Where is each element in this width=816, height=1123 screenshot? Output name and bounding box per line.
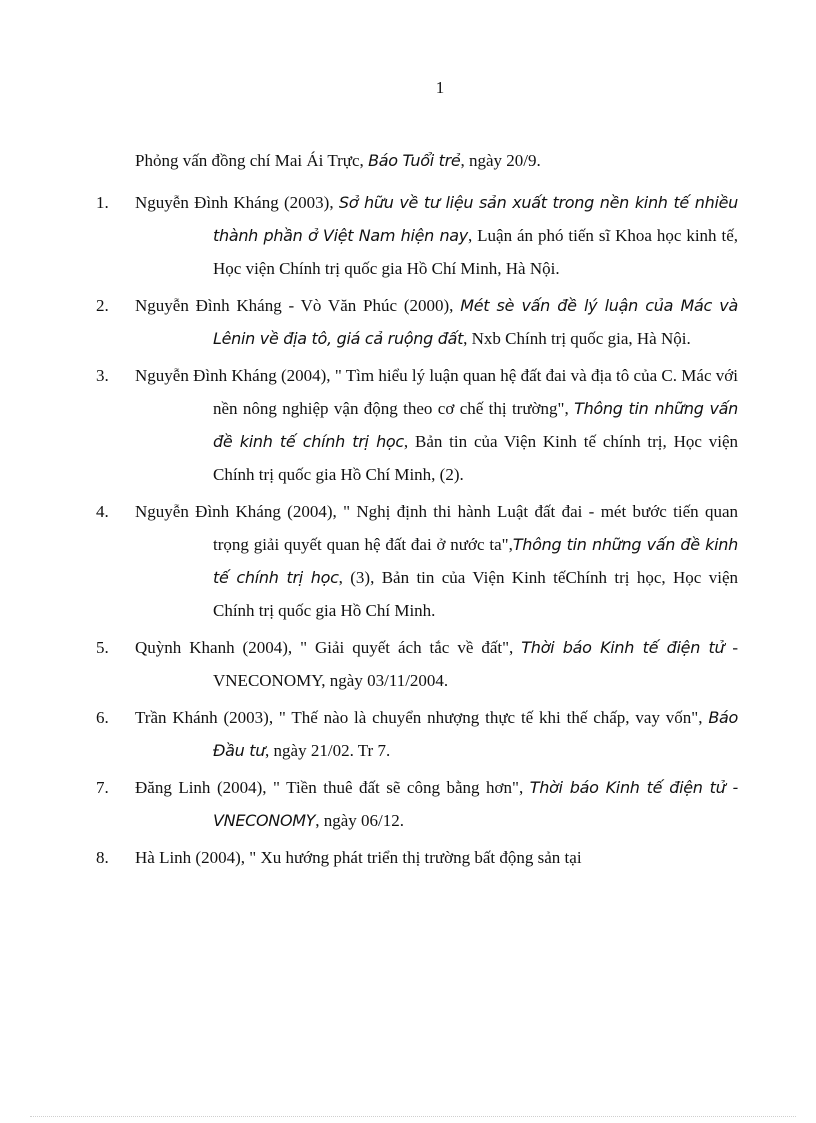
reference-author: Nguyễn Đình Kháng - Vò Văn Phúc (2000), [135, 296, 461, 315]
intro-date: , ngày 20/9. [460, 151, 541, 170]
reference-item-2: 2. Nguyễn Đình Kháng - Vò Văn Phúc (2000), Mét sè vấn đề lý luận của Mác và Lênin về địa tô, giá cả ruộng đất, Nxb Chính trị quốc gia, Hà Nội. [96, 296, 738, 348]
reference-details: , ngày 06/12. [315, 811, 405, 830]
reference-author: Trần Khánh (2003), " Thế nào là chuyển nhượng thực tế khi thế chấp, vay vốn", [135, 708, 709, 727]
reference-title: Thời báo Kinh tế điện tử [521, 638, 725, 657]
reference-details: , Luận án phó tiến sĩ Khoa học kinh tế, Học viện Chính trị quốc gia Hồ Chí Minh, Hà Nội. [213, 226, 738, 278]
page-number: 1 [435, 78, 445, 97]
reference-author: Nguyễn Đình Kháng (2004), " Nghị định thi hành Luật đất đai - mét bước tiến quan trọng giải quyết quan hệ đất đai ở nước ta", [135, 502, 738, 554]
reference-title: Thông tin những vấn đề kinh tế chính trị học [213, 399, 738, 451]
reference-author: Hà Linh (2004), " Xu hướng phát triển thị trường bất động sản tại [135, 848, 582, 867]
reference-title: Mét sè vấn đề lý luận của Mác và Lênin về địa tô, giá cả ruộng đất [213, 296, 738, 348]
intro-source: Báo Tuổi trẻ [368, 151, 461, 170]
reference-item-3: 3. Nguyễn Đình Kháng (2004), " Tìm hiểu lý luận quan hệ đất đai và địa tô của C. Mác với nền nông nghiệp vận động theo cơ chế thị trường", Thông tin những vấn đề kinh tế chính trị học, Bản tin của Viện Kinh tế chính trị, Học viện Chính trị quốc gia Hồ Chí Minh, (2). [96, 366, 739, 484]
reference-author: Đăng Linh (2004), " Tiền thuê đất sẽ công bằng hơn", [135, 778, 530, 797]
intro-text: Phỏng vấn đồng chí Mai Ái Trực, [135, 151, 369, 170]
reference-details: , Nxb Chính trị quốc gia, Hà Nội. [463, 329, 691, 348]
intro-line [135, 148, 745, 174]
reference-item-7: 7. Đăng Linh (2004), " Tiền thuê đất sẽ công bằng hơn", Thời báo Kinh tế điện tử - VNECONOMY, ngày 06/12. [96, 778, 738, 830]
reference-details: , Bản tin của Viện Kinh tế chính trị, Học viện Chính trị quốc gia Hồ Chí Minh, (2). [213, 432, 739, 484]
page-bottom-edge [30, 1116, 796, 1117]
reference-title: Thời báo Kinh tế điện tử - VNECONOMY [213, 778, 738, 830]
reference-details: , ngày 21/02. Tr 7. [265, 741, 391, 760]
reference-list [96, 186, 739, 878]
reference-title: Báo Đầu tư [213, 708, 738, 760]
reference-details: , (3), Bản tin của Viện Kinh tếChính trị học, Học viện Chính trị quốc gia Hồ Chí Minh. [213, 568, 738, 620]
reference-item-5: 5. Quỳnh Khanh (2004), " Giải quyết ách tắc về đất", Thời báo Kinh tế điện tử - VNECONOMY, ngày 03/11/2004. [96, 638, 738, 690]
reference-details: - VNECONOMY, ngày 03/11/2004. [213, 638, 738, 690]
reference-item-1: 1. Nguyễn Đình Kháng (2003), Sở hữu về tư liệu sản xuất trong nền kinh tế nhiều thành phần ở Việt Nam hiện nay, Luận án phó tiến sĩ Khoa học kinh tế, Học viện Chính trị quốc gia Hồ Chí Minh, Hà Nội. [96, 193, 738, 278]
reference-title: Thông tin những vấn đề kinh tế chính trị học [213, 535, 738, 587]
reference-item-8: 8. Hà Linh (2004), " Xu hướng phát triển thị trường bất động sản tại [96, 848, 582, 867]
reference-title: Sở hữu về tư liệu sản xuất trong nền kinh tế nhiều thành phần ở Việt Nam hiện nay [213, 193, 738, 245]
reference-author: Nguyễn Đình Kháng (2004), " Tìm hiểu lý luận quan hệ đất đai và địa tô của C. Mác với nền nông nghiệp vận động theo cơ chế thị trường", [135, 366, 738, 418]
reference-item-4: 4. Nguyễn Đình Kháng (2004), " Nghị định thi hành Luật đất đai - mét bước tiến quan trọng giải quyết quan hệ đất đai ở nước ta",Thông tin những vấn đề kinh tế chính trị học, (3), Bản tin của Viện Kinh tếChính trị học, Học viện Chính trị quốc gia Hồ Chí Minh. [96, 502, 738, 620]
reference-item-6: 6. Trần Khánh (2003), " Thế nào là chuyển nhượng thực tế khi thế chấp, vay vốn", Báo Đầu tư, ngày 21/02. Tr 7. [96, 708, 738, 760]
reference-author: Quỳnh Khanh (2004), " Giải quyết ách tắc về đất", [135, 638, 522, 657]
reference-author: Nguyễn Đình Kháng (2003), [135, 193, 339, 212]
